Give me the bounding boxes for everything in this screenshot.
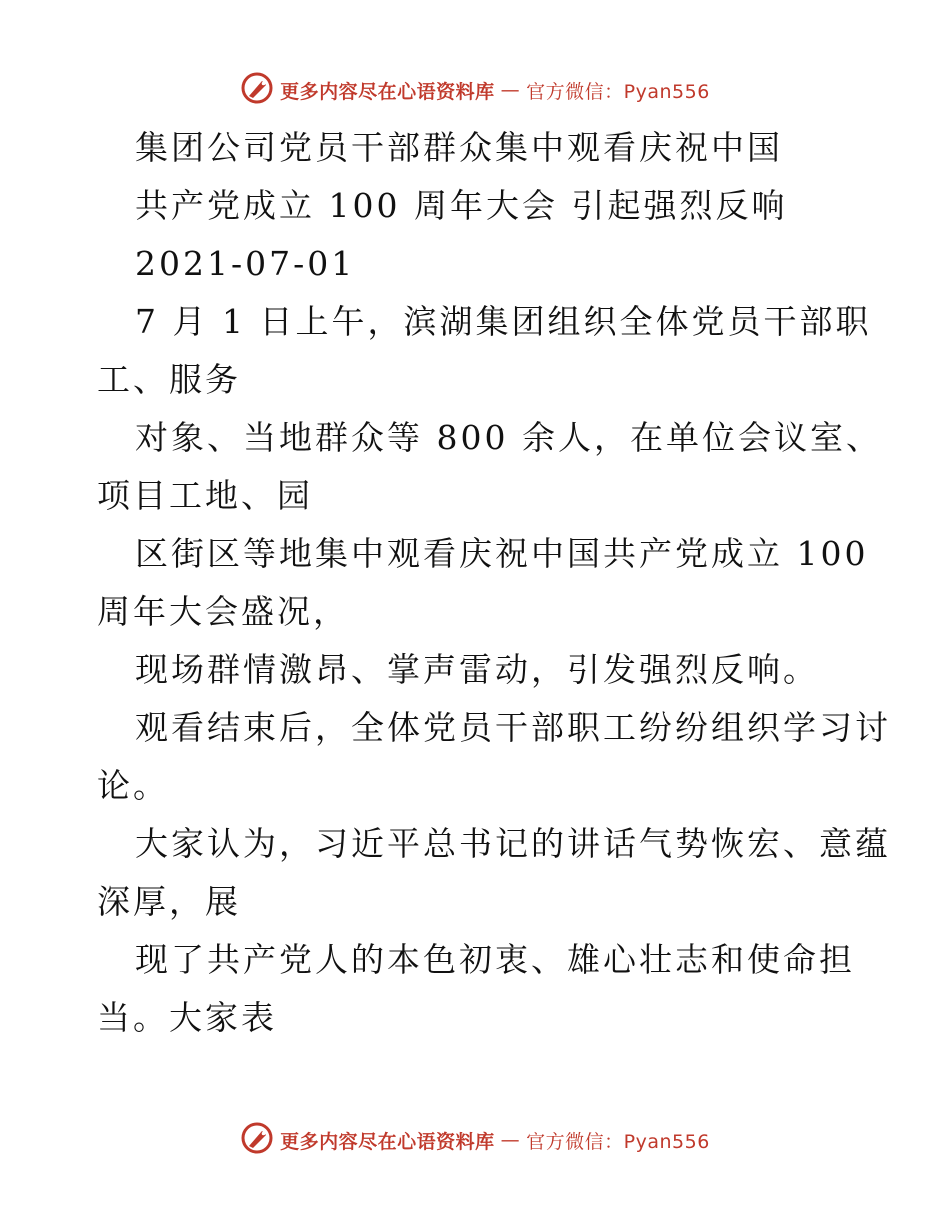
- paragraph-1-line-2: 工、服务: [97, 360, 241, 399]
- pen-nib-logo-icon: [240, 71, 274, 110]
- pen-nib-logo-icon: [240, 1121, 274, 1160]
- paragraph-1-line-1: 7 月 1 日上午，滨湖集团组织全体党员干部职: [135, 302, 872, 341]
- title-line-1: 集团公司党员干部群众集中观看庆祝中国: [135, 128, 783, 167]
- title-line-2: 共产党成立 100 周年大会 引起强烈反响: [135, 186, 788, 225]
- paragraph-6-line-2: 深厚，展: [97, 882, 241, 921]
- watermark-wechat: 官方微信：Pyan556: [526, 80, 710, 103]
- watermark-content: [240, 1121, 710, 1160]
- watermark-content: [240, 71, 710, 110]
- watermark-brand: 更多内容尽在心语资料库: [280, 1130, 495, 1153]
- paragraph-3-line-1: 区街区等地集中观看庆祝中国共产党成立 100: [135, 534, 869, 573]
- paragraph-6-line-1: 大家认为，习近平总书记的讲话气势恢宏、意蕴: [135, 824, 891, 863]
- paragraph-7-line-1: 现了共产党人的本色初衷、雄心壮志和使命担: [135, 940, 855, 979]
- watermark-dash: —: [500, 1129, 521, 1151]
- watermark-brand: 更多内容尽在心语资料库: [280, 80, 495, 103]
- paragraph-3-line-2: 周年大会盛况，: [97, 592, 349, 631]
- paragraph-5-line-1: 观看结束后，全体党员干部职工纷纷组织学习讨: [135, 708, 891, 747]
- paragraph-2-line-2: 项目工地、园: [97, 476, 313, 515]
- paragraph-5-line-2: 论。: [97, 766, 169, 805]
- paragraph-4-line-1: 现场群情激昂、掌声雷动，引发强烈反响。: [135, 650, 819, 689]
- watermark-wechat: 官方微信：Pyan556: [526, 1130, 710, 1153]
- watermark-dash: —: [500, 79, 521, 101]
- document-date: 2021-07-01: [135, 244, 356, 283]
- footer-watermark: [0, 1120, 950, 1160]
- paragraph-7-line-2: 当。大家表: [97, 998, 277, 1037]
- paragraph-2-line-1: 对象、当地群众等 800 余人，在单位会议室、: [135, 418, 882, 457]
- header-watermark: [0, 70, 950, 110]
